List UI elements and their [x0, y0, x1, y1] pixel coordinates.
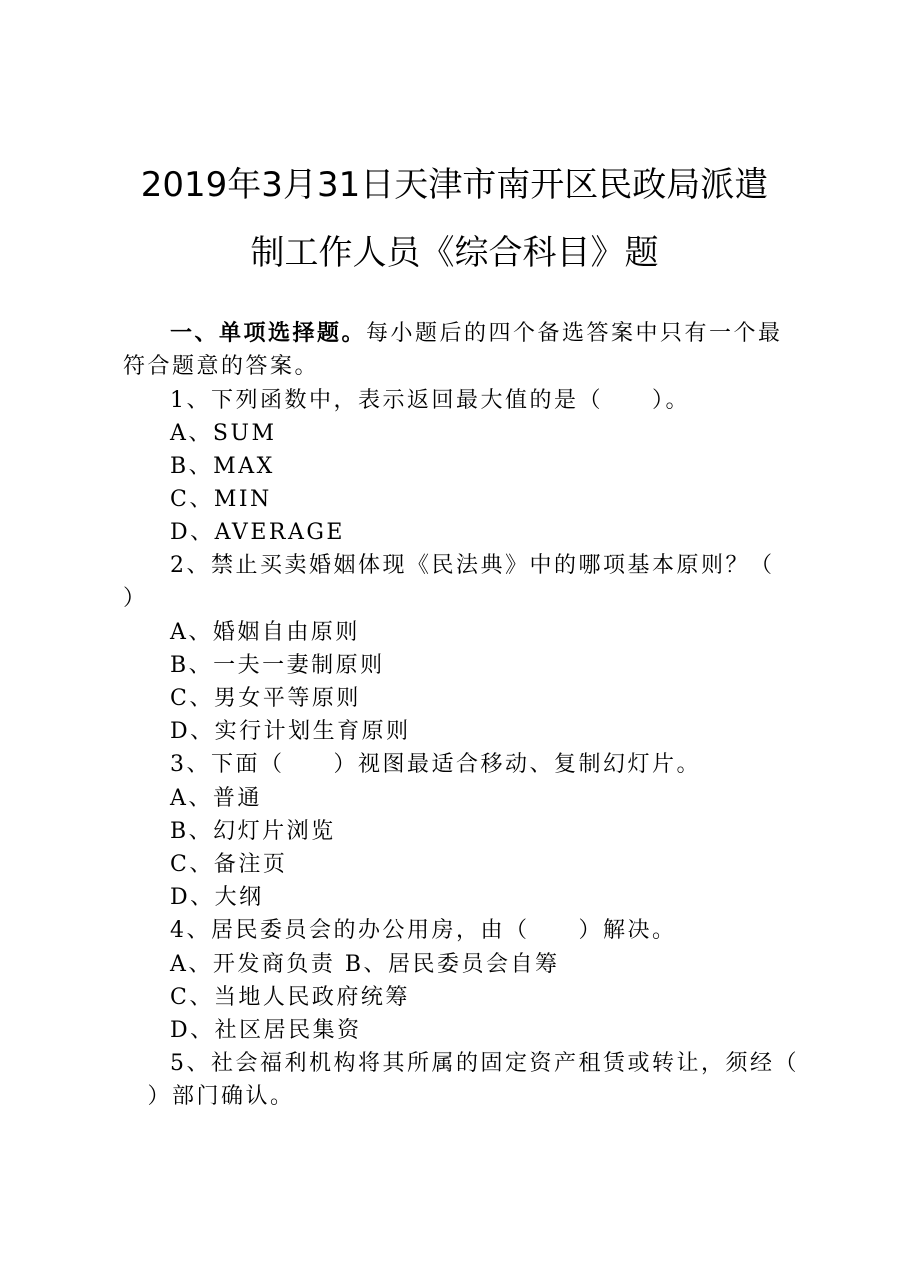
q1-option-b: B、MAX [170, 454, 275, 479]
question-5: 5、社会福利机构将其所属的固定资产租赁或转让，须经（ [170, 1051, 799, 1076]
section-heading: 一、单项选择题。 [170, 320, 367, 346]
question-3: 3、下面（ ）视图最适合移动、复制幻灯片。 [170, 752, 701, 777]
question-2: 2、禁止买卖婚姻体现《民法典》中的哪项基本原则？（ [170, 553, 775, 578]
section-description-cont: 符合题意的答案。 [123, 354, 320, 379]
section-description: 每小题后的四个备选答案中只有一个最 [366, 321, 783, 346]
q2-option-b: B、一夫一妻制原则 [170, 653, 385, 678]
question-2-cont: ） [123, 586, 148, 611]
q3-option-d: D、大纲 [170, 885, 264, 910]
q1-option-a: A、SUM [170, 421, 277, 446]
q3-option-a: A、普通 [170, 786, 262, 811]
section-intro [170, 317, 783, 350]
q4-option-ab: A、开发商负责 B、居民委员会自筹 [170, 952, 560, 977]
question-4: 4、居民委员会的办公用房，由（ ）解决。 [170, 918, 677, 943]
document-title-line-1: 2019年3月31日天津市南开区民政局派遣 [140, 165, 769, 205]
q2-option-c: C、男女平等原则 [170, 686, 361, 711]
q3-option-c: C、备注页 [170, 852, 288, 877]
q2-option-d: D、实行计划生育原则 [170, 719, 411, 744]
question-5-cont: ）部门确认。 [123, 1084, 295, 1109]
document-title-line-2: 制工作人员《综合科目》题 [250, 233, 659, 273]
q1-option-c: C、MIN [170, 487, 272, 512]
q3-option-b: B、幻灯片浏览 [170, 819, 336, 844]
question-1: 1、下列函数中，表示返回最大值的是（ ）。 [170, 388, 690, 413]
q4-option-d: D、社区居民集资 [170, 1018, 362, 1043]
q1-option-d: D、AVERAGE [170, 520, 345, 545]
q4-option-c: C、当地人民政府统筹 [170, 985, 410, 1010]
q2-option-a: A、婚姻自由原则 [170, 620, 360, 645]
